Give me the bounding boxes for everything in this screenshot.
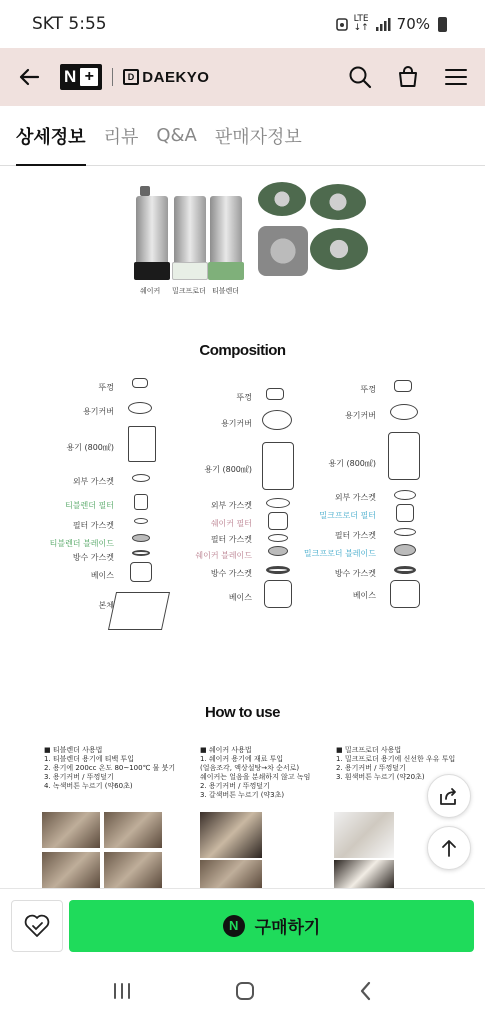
howto-photo	[104, 812, 162, 848]
howto-line: ■ 쉐이커 사용법	[200, 746, 252, 754]
shopping-bag-icon[interactable]	[395, 64, 421, 90]
howto-line: 3. 흰색버튼 누르기 (약20초)	[336, 773, 425, 781]
part-cover: 용기커버	[345, 411, 376, 420]
buy-button[interactable]	[69, 900, 474, 952]
howto-line: 4. 녹색버튼 누르기 (약60초)	[44, 782, 133, 790]
part-outer-gasket: 외부 가스켓	[72, 477, 114, 486]
part-filter-gasket: 필터 가스켓	[72, 521, 114, 530]
howto-line: 2. 용기커버 / 뚜껑덮기	[336, 764, 406, 772]
part-filter-gasket: 필터 가스켓	[210, 535, 252, 544]
daekyo-mark-icon: D	[123, 69, 139, 85]
blade-part-2	[310, 184, 366, 220]
tab-qna[interactable]: Q&A	[156, 125, 197, 146]
home-icon[interactable]	[234, 980, 256, 1006]
purchase-bar	[0, 888, 485, 962]
search-icon[interactable]	[347, 64, 373, 90]
share-icon	[438, 785, 460, 807]
part-cover: 용기커버	[83, 407, 114, 416]
share-button[interactable]	[427, 774, 471, 818]
status-icons	[182, 15, 455, 33]
howto-shaker	[200, 746, 310, 800]
carrier-label: SKT	[32, 14, 64, 34]
howto-tea-blender	[44, 746, 175, 791]
howto-line: ■ 밀크프로더 사용법	[336, 746, 402, 754]
detail-content[interactable]	[0, 166, 485, 888]
product-tabs	[0, 106, 485, 166]
tab-details[interactable]: 상세정보	[16, 106, 86, 166]
howto-line: (얼음조각, 액상설탕→차 순서로)	[200, 764, 300, 772]
milk-frother-jar	[174, 196, 206, 266]
part-waterproof-gasket: 방수 가스켓	[334, 569, 376, 578]
brand-name: D DAEKYO	[123, 69, 209, 86]
howto-line: 1. 밀크프로더 용기에 신선한 우유 투입	[336, 755, 456, 763]
part-body: 본체	[98, 601, 114, 610]
status-bar	[0, 0, 485, 48]
part-outer-gasket: 외부 가스켓	[210, 501, 252, 510]
howto-photo	[200, 812, 262, 858]
back-arrow-icon[interactable]	[16, 64, 42, 90]
brand-logo[interactable]	[60, 64, 209, 90]
wishlist-button[interactable]	[11, 900, 63, 952]
blade-part-3	[310, 228, 368, 270]
howto-line: 3. 용기커버 / 뚜껑덮기	[44, 773, 114, 781]
part-outer-gasket: 외부 가스켓	[334, 493, 376, 502]
menu-icon[interactable]	[443, 64, 469, 90]
product-label-tea: 티블렌더	[212, 287, 240, 295]
part-base: 베이스	[228, 593, 252, 602]
part-shaker-filter: 쉐이커 필터	[210, 519, 252, 528]
clock: 5:55	[68, 14, 107, 34]
naver-pay-icon: N	[223, 915, 245, 937]
tab-seller-info[interactable]: 판매자정보	[214, 126, 302, 148]
app-header	[0, 48, 485, 106]
part-milk-blade: 밀크프로더 블레이드	[303, 549, 376, 558]
product-label-shaker: 쉐이커	[140, 287, 161, 295]
notification-icon	[336, 17, 348, 31]
tab-reviews[interactable]: 리뷰	[103, 126, 139, 148]
part-tea-blade: 티블렌더 블레이드	[49, 539, 114, 548]
composition-tea-blender	[40, 376, 180, 646]
howto-photo	[42, 812, 100, 848]
part-lid: 뚜껑	[98, 383, 114, 392]
howto-line: 3. 갈색버튼 누르기 (약3초)	[200, 791, 285, 799]
howto-line: 1. 티블렌더 용기에 티백 투입	[44, 755, 134, 763]
recent-apps-icon[interactable]	[111, 981, 133, 1005]
part-container: 용기 (800㎖)	[66, 443, 114, 452]
part-base: 베이스	[352, 591, 376, 600]
part-filter-gasket: 필터 가스켓	[334, 531, 376, 540]
battery-icon	[438, 17, 447, 32]
howto-photo	[334, 860, 394, 888]
part-lid: 뚜껑	[360, 385, 376, 394]
status-carrier-time	[32, 14, 182, 34]
howto-photo	[42, 852, 100, 888]
shaker-jar	[136, 196, 168, 266]
composition-shaker	[196, 386, 336, 626]
howto-line: ■ 티블렌더 사용법	[44, 746, 103, 754]
part-base: 베이스	[90, 571, 114, 580]
signal-icon	[375, 17, 391, 31]
part-waterproof-gasket: 방수 가스켓	[72, 553, 114, 562]
nplus-badge: N +	[60, 64, 102, 90]
composition-milk-frother	[303, 376, 470, 626]
part-container: 용기 (800㎖)	[204, 465, 252, 474]
scroll-top-button[interactable]	[427, 826, 471, 870]
heart-check-icon	[23, 913, 51, 939]
battery-percent: 70%	[396, 15, 430, 33]
lte-indicator: LTE ↓↑	[353, 14, 369, 33]
arrow-up-icon	[439, 838, 459, 858]
blade-part-1	[258, 182, 306, 216]
back-nav-icon[interactable]	[358, 980, 374, 1006]
part-waterproof-gasket: 방수 가스켓	[210, 569, 252, 578]
part-container: 용기 (800㎖)	[328, 459, 376, 468]
tea-blender-jar	[210, 196, 242, 266]
system-nav-bar	[0, 962, 485, 1024]
howto-line: 2. 용기에 200cc 온도 80~100℃ 물 붓기	[44, 764, 176, 772]
part-tea-filter: 티블렌더 필터	[65, 501, 114, 510]
howto-photo	[334, 812, 394, 858]
howto-line: 2. 용기커버 / 뚜껑덮기	[200, 782, 270, 790]
how-to-use-title: How to use	[204, 704, 280, 721]
howto-line: 쉐이커는 얼음을 분쇄하지 않고 녹임	[200, 773, 311, 781]
part-milk-filter: 밀크프로더 필터	[319, 511, 376, 520]
part-cover: 용기커버	[221, 419, 252, 428]
howto-line: 1. 쉐이커 용기에 재료 투입	[200, 755, 284, 763]
filter-part	[258, 226, 308, 276]
part-lid: 뚜껑	[236, 393, 252, 402]
composition-title: Composition	[199, 342, 286, 359]
product-image	[130, 182, 370, 295]
howto-photo	[200, 860, 262, 888]
part-shaker-blade: 쉐이커 블레이드	[195, 551, 252, 560]
howto-photo	[104, 852, 162, 888]
buy-label: 구매하기	[254, 918, 321, 938]
product-label-milk: 밀크프로더	[172, 287, 206, 295]
logo-divider	[112, 68, 113, 86]
